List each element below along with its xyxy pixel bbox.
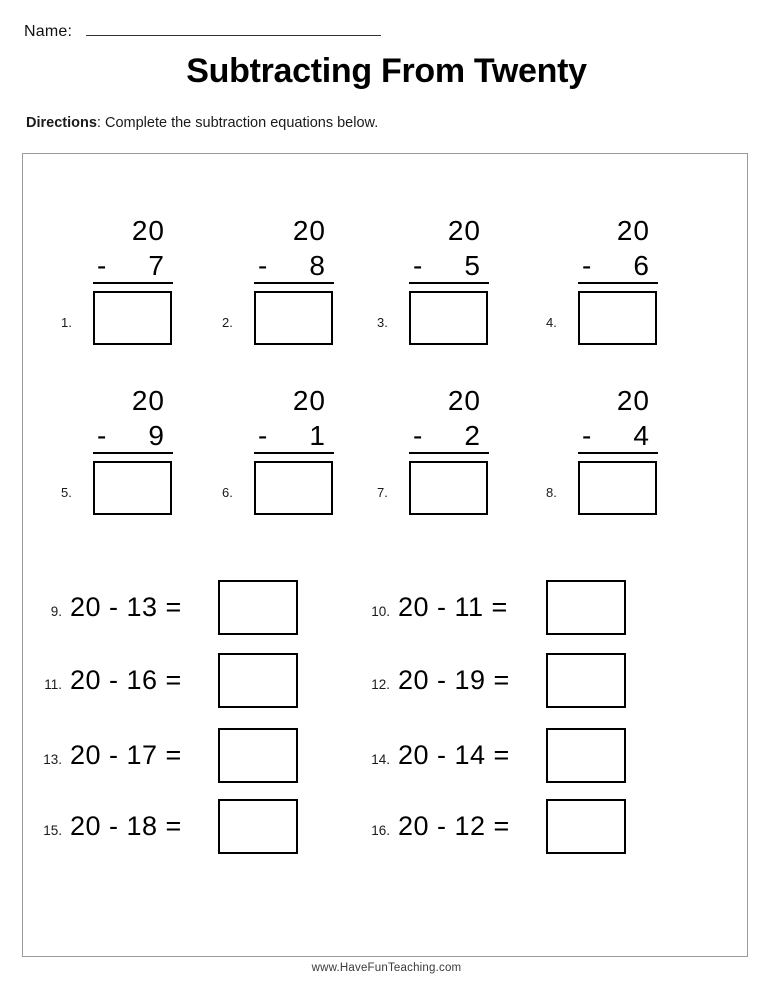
vertical-operands [409,385,489,454]
answer-box[interactable] [578,291,657,345]
answer-box[interactable] [546,653,626,708]
problem-number: 6. [222,485,233,500]
vertical-operands [254,385,334,454]
minuend: 20 [131,385,165,416]
horizontal-problem [358,728,658,788]
minuend: 20 [292,385,326,416]
vertical-operands [93,385,173,454]
subtrahend: 2 [464,420,481,451]
minus-operator: - [413,250,424,281]
problem-number: 5. [61,485,72,500]
answer-box[interactable] [546,580,626,635]
directions-body: : Complete the subtraction equations below. [96,115,379,131]
vertical-problem [538,385,658,525]
subtrahend: 9 [148,420,165,451]
subtrahend: 4 [633,420,650,451]
vertical-problem [214,385,334,525]
subtrahend-row [93,250,173,284]
horizontal-problem [30,580,330,640]
problem-number: 7. [377,485,388,500]
name-label: Name: [24,23,73,40]
answer-box[interactable] [409,291,488,345]
answer-box[interactable] [578,461,657,515]
equation-text: 20 - 14 = [398,740,510,770]
problem-number: 2. [222,315,233,330]
horizontal-problem [30,799,330,859]
minuend: 20 [616,385,650,416]
minus-operator: - [97,250,108,281]
answer-box[interactable] [409,461,488,515]
answer-box[interactable] [218,728,298,783]
answer-box[interactable] [93,291,172,345]
subtrahend: 8 [309,250,326,281]
vertical-problem [53,215,173,355]
equation-text: 20 - 17 = [70,740,182,770]
answer-box[interactable] [218,799,298,854]
minuend: 20 [131,215,165,246]
minus-operator: - [258,420,269,451]
horizontal-problem [358,653,658,713]
subtrahend: 7 [148,250,165,281]
page-title: Subtracting From Twenty [186,52,587,90]
minus-operator: - [97,420,108,451]
subtrahend-row [254,250,334,284]
problem-number: 8. [546,485,557,500]
answer-box[interactable] [546,728,626,783]
problem-number: 1. [61,315,72,330]
problem-number: 9. [50,604,62,619]
minus-operator: - [258,250,269,281]
minuend: 20 [447,215,481,246]
answer-box[interactable] [254,291,333,345]
subtrahend-row [578,420,658,454]
problem-number: 16. [371,823,390,838]
vertical-problem [369,215,489,355]
subtrahend-row [93,420,173,454]
minuend: 20 [616,215,650,246]
minuend: 20 [292,215,326,246]
subtrahend: 1 [309,420,326,451]
name-field-row [24,20,424,46]
vertical-operands [578,385,658,454]
equation-text: 20 - 13 = [70,592,182,622]
subtrahend-row [578,250,658,284]
vertical-operands [93,215,173,284]
answer-box[interactable] [93,461,172,515]
horizontal-problem [358,799,658,859]
directions-label: Directions [26,115,97,131]
vertical-operands [254,215,334,284]
minus-operator: - [582,250,593,281]
vertical-operands [578,215,658,284]
subtrahend-row [409,420,489,454]
answer-box[interactable] [218,653,298,708]
answer-box[interactable] [254,461,333,515]
horizontal-problem [30,728,330,788]
footer-url: www.HaveFunTeaching.com [311,962,462,974]
answer-box[interactable] [546,799,626,854]
problem-number: 11. [44,677,62,692]
directions-text [26,115,378,131]
vertical-operands [409,215,489,284]
vertical-problem [369,385,489,525]
equation-text: 20 - 12 = [398,811,510,841]
name-input-line[interactable] [86,20,381,36]
problem-number: 12. [371,677,390,692]
answer-box[interactable] [218,580,298,635]
problem-number: 15. [43,823,62,838]
vertical-problem [538,215,658,355]
problem-number: 10. [371,604,390,619]
equation-text: 20 - 11 = [398,592,508,622]
equation-text: 20 - 16 = [70,665,182,695]
subtrahend-row [254,420,334,454]
horizontal-problem [30,653,330,713]
minus-operator: - [582,420,593,451]
vertical-problem [214,215,334,355]
problem-number: 4. [546,315,557,330]
equation-text: 20 - 19 = [398,665,510,695]
problem-number: 3. [377,315,388,330]
horizontal-problem [358,580,658,640]
problem-number: 13. [43,752,62,767]
problem-number: 14. [371,752,390,767]
vertical-problem [53,385,173,525]
minus-operator: - [413,420,424,451]
subtrahend: 5 [464,250,481,281]
subtrahend-row [409,250,489,284]
equation-text: 20 - 18 = [70,811,182,841]
subtrahend: 6 [633,250,650,281]
minuend: 20 [447,385,481,416]
